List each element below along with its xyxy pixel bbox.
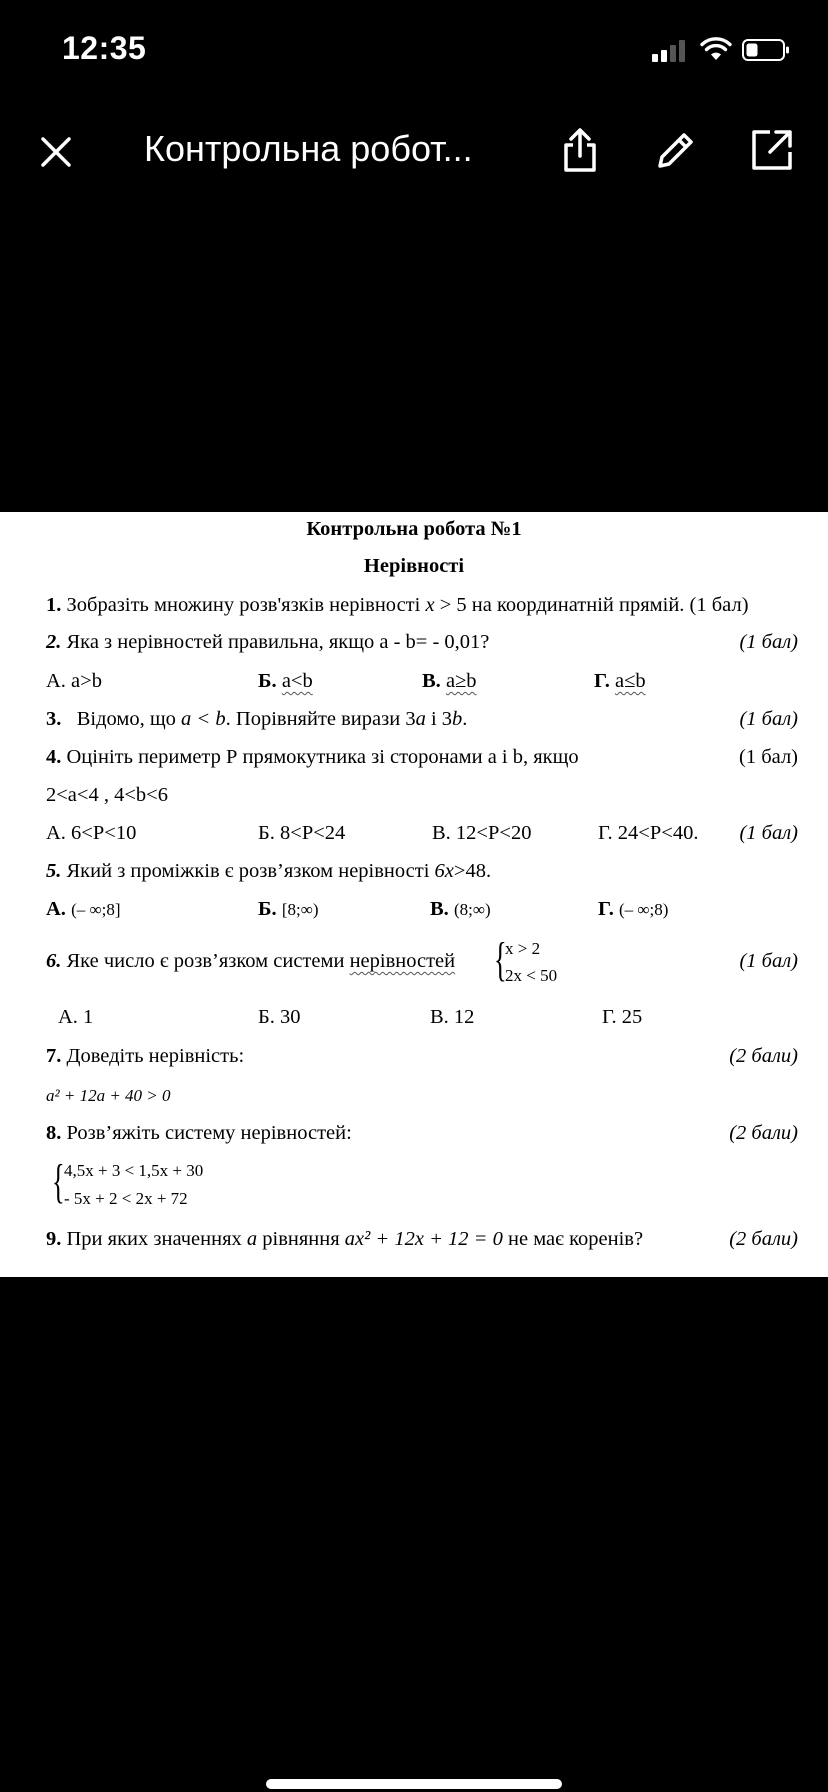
system-inequality-1: 4,5x + 3 < 1,5x + 30 [64,1161,204,1180]
status-bar [0,0,828,100]
option-g: Г. 25 [602,1006,643,1028]
system-inequality-1: x > 2 [505,939,541,958]
question-7: 7. Доведіть нерівність: [46,1045,245,1067]
question-3: 3. Відомо, що a < b. Порівняйте вирази 3a і 3b. [46,708,468,730]
question-4-condition: 2<a<4 , 4<b<6 [46,784,168,806]
home-indicator[interactable] [266,1779,562,1789]
close-button[interactable] [36,132,76,172]
system-inequality-2: 2x < 50 [505,966,558,985]
system-brace: { [52,1155,65,1208]
wifi-icon [700,36,732,62]
option-b: Б. [8;∞) [258,898,319,920]
page-subtitle: Нерівності [363,555,465,577]
option-g: Г. a≤b [594,670,646,692]
option-v: В. 12<P<20 [432,822,532,844]
option-a: А. 1 [58,1006,94,1028]
question-6: 6. Яке число є розв’язком системи нерівностей [46,950,456,972]
question-2: 2. Яка з нерівностей правильна, якщо a - b= - 0,01? [46,631,490,653]
option-b: Б. a<b [258,670,313,692]
points-q7: (2 бали) [729,1045,798,1067]
points-q3: (1 бал) [739,708,798,730]
question-8: 8. Розв’яжіть систему нерівностей: [46,1122,352,1144]
share-icon[interactable] [556,126,604,174]
system-inequality-2: - 5x + 2 < 2x + 72 [64,1189,188,1208]
option-v: В. (8;∞) [430,898,491,920]
document-page [0,512,828,1277]
option-a: А. 6<P<10 [46,822,137,844]
page-title: Контрольна робота №1 [306,518,522,540]
question-9: 9. При яких значеннях a рівняння ax² + 12x + 12 = 0 не має коренів? [46,1228,644,1250]
inequality-to-prove: a² + 12a + 40 > 0 [46,1086,171,1105]
edit-pencil-icon[interactable] [652,126,700,174]
cellular-signal-icon [652,38,688,62]
points-q8: (2 бали) [729,1122,798,1144]
points-q4: (1 бал) [739,746,798,768]
battery-icon [742,38,790,62]
document-title: Контрольна робот... [144,128,473,169]
option-g: Г. 24<P<40. [598,822,699,844]
option-b: Б. 30 [258,1006,301,1028]
system-brace: { [494,933,507,986]
points-q4-answers: (1 бал) [739,822,798,844]
option-b: Б. 8<P<24 [258,822,346,844]
question-4: 4. Оцініть периметр Р прямокутника зі сторонами a і b, якщо [46,746,579,768]
option-v: В. 12 [430,1006,475,1028]
open-external-icon[interactable] [748,126,796,174]
question-5: 5. Який з проміжків є розв’язком нерівності 6x>48. [46,860,492,882]
option-g: Г. (– ∞;8) [598,898,669,920]
clock: 12:35 [62,30,147,66]
points-q6: (1 бал) [739,950,798,972]
viewer-toolbar [0,110,828,190]
option-a: А. (– ∞;8] [46,898,121,920]
question-1: 1. Зобразіть множину розв'язків нерівності x > 5 на координатній прямій. (1 бал) [46,594,749,616]
option-v: В. a≥b [422,670,477,692]
option-a: А. a>b [46,670,102,692]
points-q9: (2 бали) [729,1228,798,1250]
points-q2: (1 бал) [739,631,798,653]
